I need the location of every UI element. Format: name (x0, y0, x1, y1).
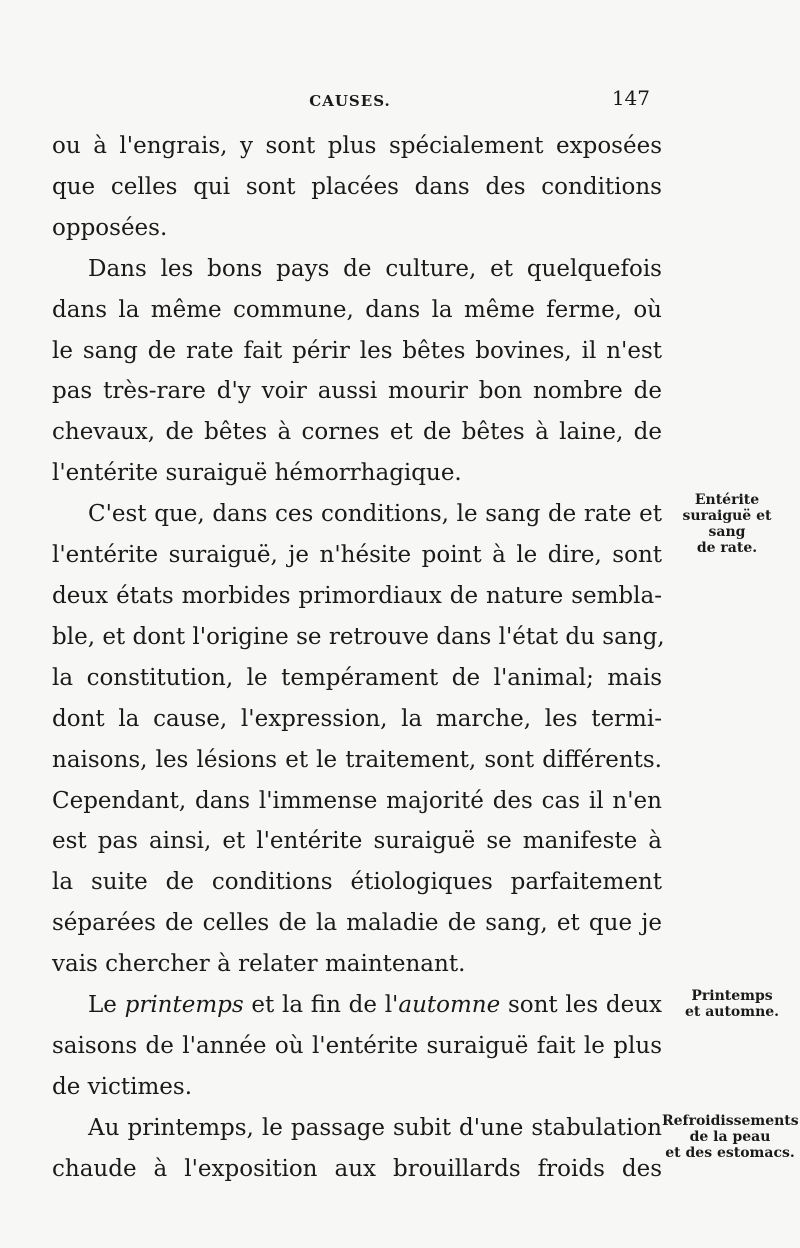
margin-note-line: et des estomacs. (665, 1145, 795, 1161)
text-line: dans la même commune, dans la même ferme, où (52, 296, 662, 323)
text-line: séparées de celles de la maladie de sang, et que je (52, 910, 662, 937)
margin-note-enterite (662, 492, 792, 556)
text-line: que celles qui sont placées dans des conditions (52, 173, 662, 200)
text-line: naisons, les lésions et le traitement, sont différents. (52, 746, 662, 773)
text-line: de victimes. (52, 1073, 193, 1100)
text-run: sont les deux (500, 992, 662, 1019)
margin-note-line: Entérite (694, 492, 760, 508)
text-line: ble, et dont l'origine se retrouve dans l'état du sang, (52, 623, 665, 650)
text-line: Cependant, dans l'immense majorité des cas il n'en (52, 787, 662, 814)
margin-note-line: suraiguë et sang (682, 508, 772, 540)
margin-note-line: de rate. (696, 540, 758, 556)
text-line: opposées. (52, 214, 168, 241)
text-line: vais chercher à relater maintenant. (52, 951, 466, 978)
text-line: Au printemps, le passage subit d'une stabulation (88, 1114, 662, 1141)
text-line: Dans les bons pays de culture, et quelquefois (88, 255, 662, 282)
paragraph (52, 249, 662, 494)
body-text (52, 126, 665, 1190)
paragraph-continuation (52, 126, 662, 249)
running-head-title: CAUSES. (309, 92, 391, 110)
text-run: Le (88, 992, 125, 1019)
text-line: pas très-rare d'y voir aussi mourir bon nombre de (52, 378, 662, 405)
text-run: et la fin de l' (243, 992, 399, 1019)
text-line: la suite de conditions étiologiques parfaitement (52, 869, 662, 896)
text-line: saisons de l'année où l'entérite suraiguë fait le plus (52, 1032, 662, 1059)
emphasis-automne: automne (398, 992, 501, 1019)
text-line (52, 985, 662, 1026)
text-line: deux états morbides primordiaux de nature sembla- (52, 582, 662, 609)
text-line: est pas ainsi, et l'entérite suraiguë se manifeste à (52, 828, 662, 855)
margin-note-printemps (672, 988, 792, 1020)
text-line: chaude à l'exposition aux brouillards froids des (52, 1155, 662, 1182)
margin-note-line: et automne. (684, 1004, 780, 1020)
margin-note-line: Printemps (691, 988, 773, 1004)
text-line: ou à l'engrais, y sont plus spécialement exposées (52, 133, 662, 159)
page-number: 147 (611, 86, 650, 110)
text-line: l'entérite suraiguë, je n'hésite point à le dire, sont (52, 542, 662, 569)
paragraph (52, 1108, 662, 1190)
text-line: dont la cause, l'expression, la marche, les termi- (52, 705, 662, 732)
text-line: C'est que, dans ces conditions, le sang de rate et (88, 501, 662, 528)
text-line: la constitution, le tempérament de l'animal; mais (52, 664, 662, 691)
running-head (50, 86, 650, 116)
text-line: l'entérite suraiguë hémorrhagique. (52, 460, 462, 487)
paragraph (52, 494, 665, 985)
margin-note-line: de la peau (689, 1129, 771, 1145)
emphasis-printemps: printemps (124, 992, 244, 1019)
text-line: le sang de rate fait périr les bêtes bovines, il n'est (52, 337, 662, 364)
margin-note-line: Refroidissements (662, 1113, 799, 1129)
text-line: chevaux, de bêtes à cornes et de bêtes à laine, de (52, 419, 662, 446)
margin-note-refroidissements (662, 1113, 798, 1161)
paragraph (52, 985, 662, 1108)
